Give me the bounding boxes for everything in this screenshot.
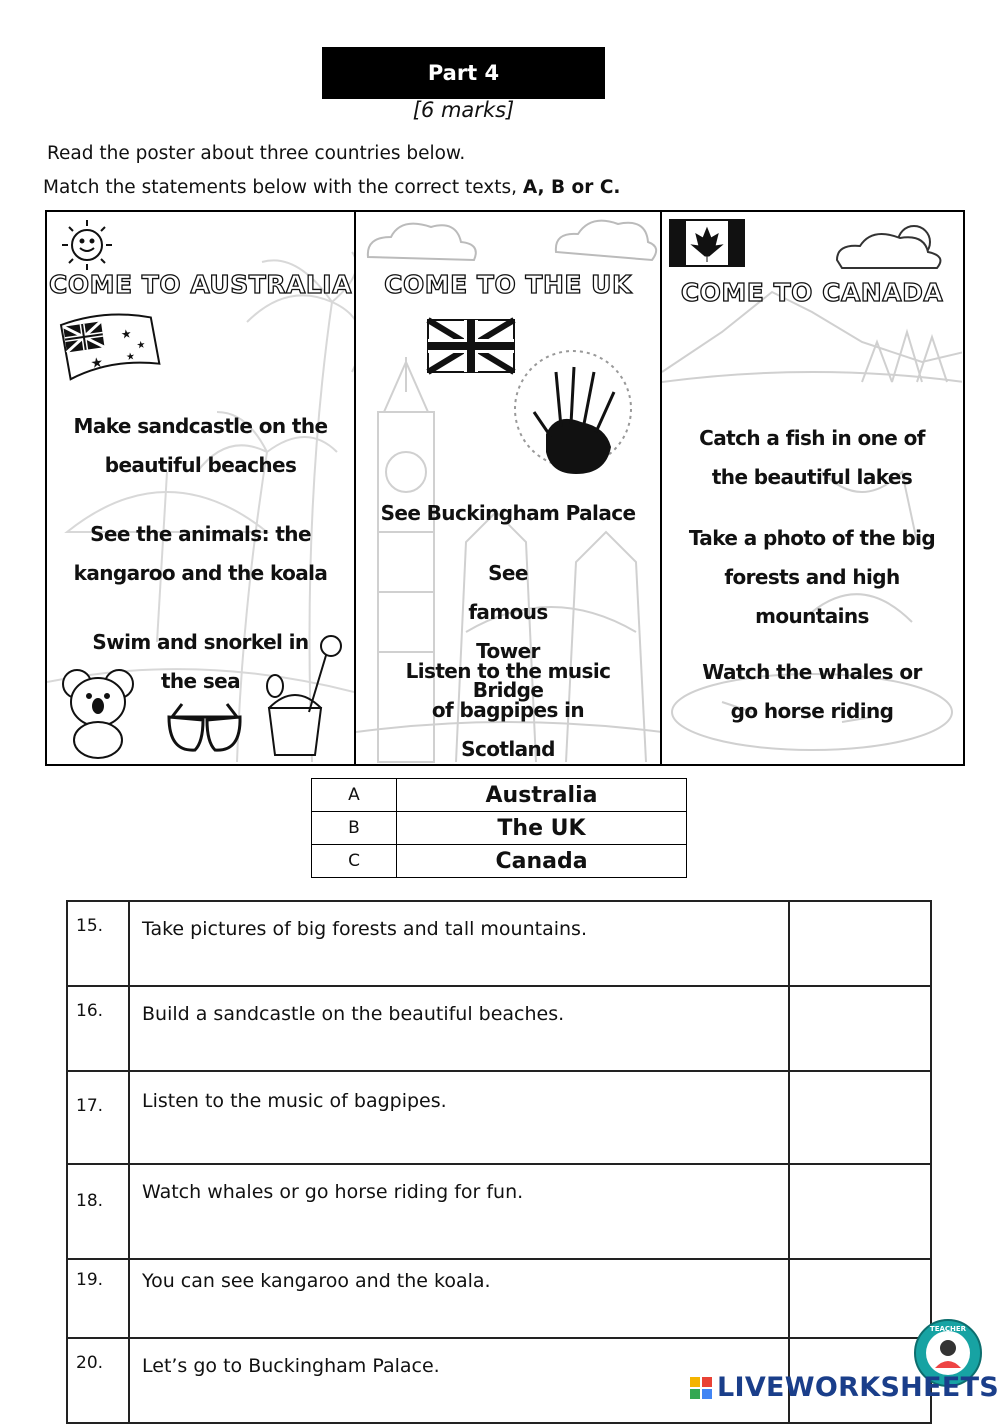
question-text: Watch whales or go horse riding for fun. [129, 1164, 789, 1259]
answer-box[interactable] [789, 1259, 931, 1338]
svg-text:★: ★ [119, 326, 133, 342]
question-number: 19. [67, 1259, 129, 1338]
uk-flag-icon [428, 320, 514, 372]
key-country: The UK [397, 812, 687, 845]
question-text: Take pictures of big forests and tall mountains. [129, 901, 789, 986]
poster [45, 210, 965, 766]
key-letter: C [312, 845, 397, 878]
question-number: 18. [67, 1164, 129, 1259]
clouds-icon [368, 221, 656, 260]
key-letter: A [312, 779, 397, 812]
sun-icon [62, 220, 112, 270]
questions-table [66, 900, 932, 1424]
answer-box[interactable] [789, 986, 931, 1071]
australia-item-3: Swim and snorkel in the sea [92, 630, 309, 693]
question-text: You can see kangaroo and the koala. [129, 1259, 789, 1338]
australia-item-1: Make sandcastle on the beautiful beaches [73, 414, 328, 477]
panel-australia [47, 212, 354, 764]
answer-key-table [311, 778, 687, 878]
question-text: Let’s go to Buckingham Palace. [129, 1338, 789, 1423]
bagpipes-icon [515, 351, 631, 474]
panel-uk [354, 212, 660, 764]
question-number: 20. [67, 1338, 129, 1423]
badge-text: TEACHER [929, 1325, 967, 1333]
instruction-2-options: A, B or C. [522, 177, 621, 198]
key-row [312, 845, 687, 878]
australia-flag-icon [60, 308, 159, 379]
answer-box[interactable] [789, 901, 931, 986]
uk-item-3: Listen to the music of bagpipes in Scotland [405, 659, 611, 761]
canada-flag-icon [670, 220, 744, 266]
answer-box[interactable] [789, 1164, 931, 1259]
question-text: Build a sandcastle on the beautiful beaches. [129, 986, 789, 1071]
marks-label: [6 marks] [412, 98, 515, 122]
liveworksheets-logo-icon [690, 1377, 712, 1399]
liveworksheets-logo[interactable]: LIVEWORKSHEETS [717, 1372, 999, 1403]
australia-title: COME TO AUSTRALIA [49, 270, 352, 299]
question-row [67, 1259, 931, 1338]
key-row [312, 779, 687, 812]
sunglasses-icon [169, 704, 240, 750]
instruction-2-text: Match the statements below with the correct texts, [43, 177, 517, 198]
australia-item-2: See the animals: the kangaroo and the koala [73, 522, 328, 585]
key-row [312, 812, 687, 845]
instruction-1: Read the poster about three countries below. [47, 143, 466, 164]
instruction-2 [43, 177, 620, 198]
svg-text:★: ★ [135, 339, 147, 352]
key-country: Australia [397, 779, 687, 812]
question-text: Listen to the music of bagpipes. [129, 1071, 789, 1164]
question-row [67, 986, 931, 1071]
svg-text:★: ★ [125, 351, 136, 364]
question-number: 17. [67, 1071, 129, 1164]
question-row [67, 1164, 931, 1259]
svg-text:★: ★ [89, 354, 105, 373]
question-row [67, 901, 931, 986]
canada-item-3: Watch the whales or go horse riding [702, 660, 922, 723]
canada-item-1: Catch a fish in one of the beautiful lakes [699, 426, 925, 489]
clouds-sun-icon [837, 226, 940, 268]
key-country: Canada [397, 845, 687, 878]
canada-item-2: Take a photo of the big forests and high mountains [688, 526, 936, 628]
question-number: 16. [67, 986, 129, 1071]
answer-box[interactable] [789, 1071, 931, 1164]
panel-canada [660, 212, 962, 764]
uk-item-1: See Buckingham Palace [380, 501, 636, 525]
question-row [67, 1071, 931, 1164]
question-number: 15. [67, 901, 129, 986]
key-letter: B [312, 812, 397, 845]
uk-item-2: See famous Tower Bridge [468, 561, 548, 702]
canada-title: COME TO CANADA [680, 278, 944, 307]
uk-title: COME TO THE UK [384, 270, 632, 299]
part-title: Part 4 [322, 47, 605, 99]
